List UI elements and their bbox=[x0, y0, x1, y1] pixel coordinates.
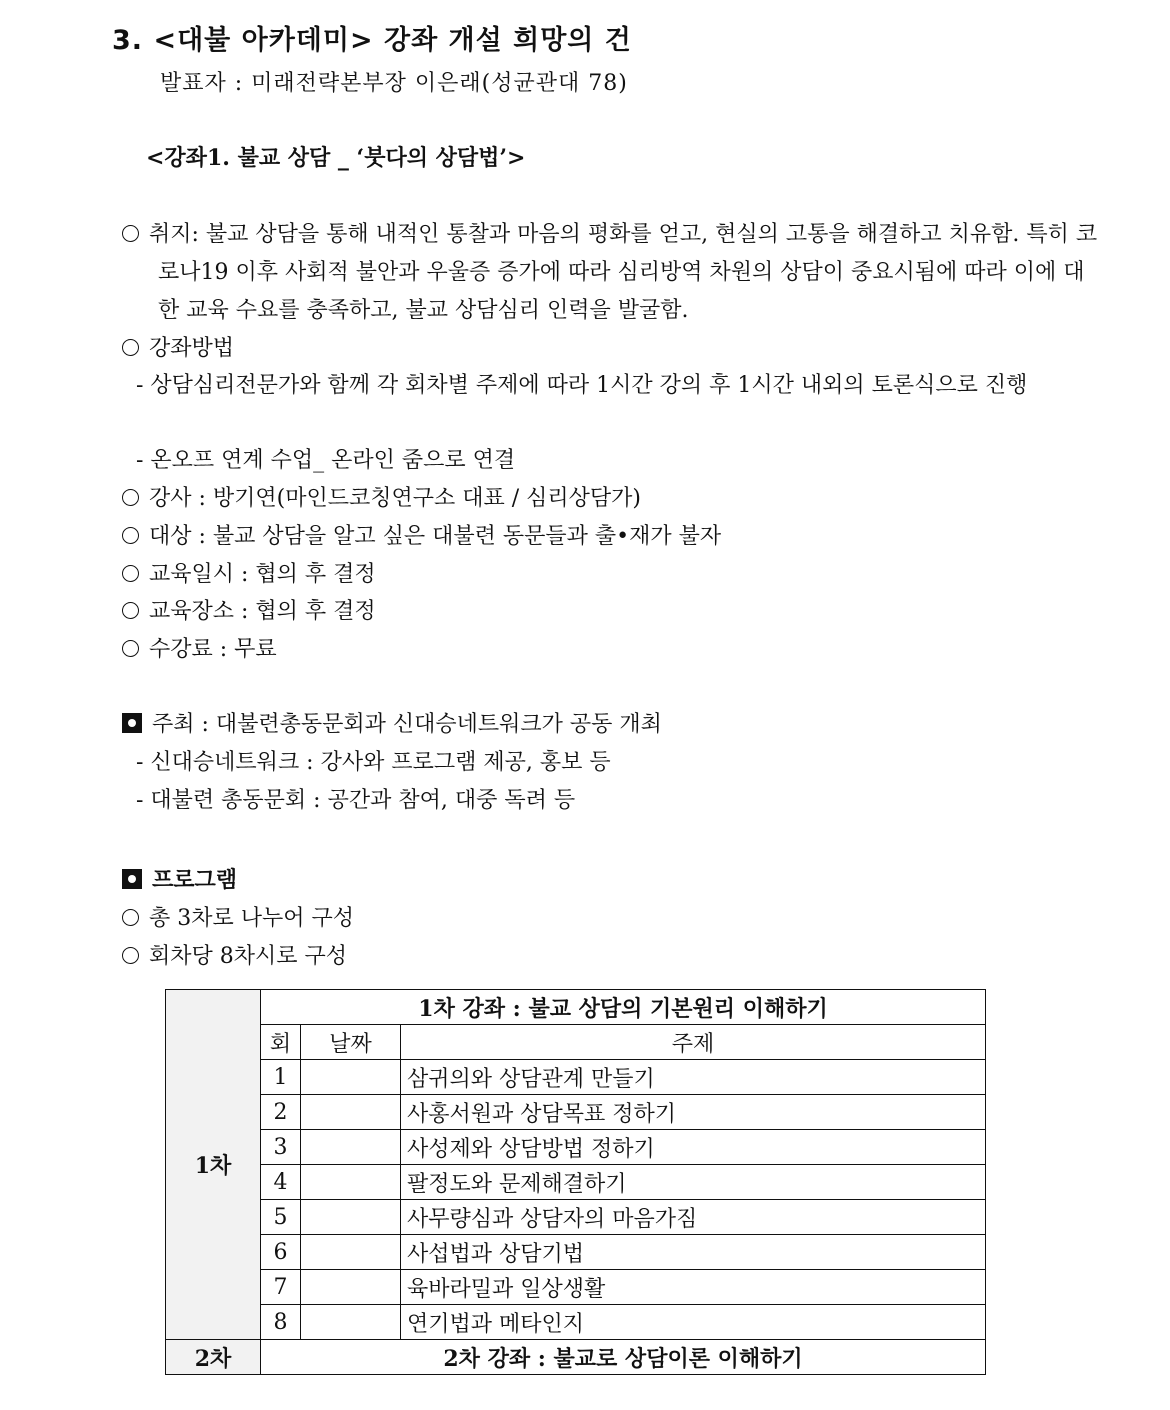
session-no: 4 bbox=[261, 1165, 301, 1200]
info-item-fee: 수강료 : 무료 bbox=[122, 631, 277, 668]
session-topic: 사섭법과 상담기법 bbox=[401, 1235, 986, 1270]
host-heading: 주최 : 대불련총동문회과 신대승네트워크가 공동 개최 bbox=[122, 706, 662, 743]
method-heading bbox=[122, 330, 234, 367]
session-no: 1 bbox=[261, 1060, 301, 1095]
course-title: <강좌1. 불교 상담 _ ‘붓다의 상담법’> bbox=[146, 145, 526, 171]
info-item-instructor: 강사 : 방기연(마인드코칭연구소 대표 / 심리상담가) bbox=[122, 480, 641, 517]
table-row bbox=[166, 1165, 986, 1200]
square-bullet-icon bbox=[122, 713, 142, 733]
session-date bbox=[301, 1095, 401, 1130]
program-heading: 프로그램 bbox=[122, 862, 237, 899]
circle-bullet-icon bbox=[122, 225, 139, 242]
circle-bullet-icon bbox=[122, 565, 139, 582]
phase-label: 1차 bbox=[166, 990, 261, 1340]
method-title: 강좌방법 bbox=[149, 336, 235, 361]
table-header-row bbox=[166, 1025, 986, 1060]
method-item: - 온오프 연계 수업_ 온라인 줌으로 연결 bbox=[136, 448, 516, 473]
session-date bbox=[301, 1130, 401, 1165]
host-item: - 대불련 총동문회 : 공간과 참여, 대중 독려 등 bbox=[136, 788, 576, 813]
phase-label: 2차 bbox=[166, 1340, 261, 1375]
session-topic: 사성제와 상담방법 정하기 bbox=[401, 1130, 986, 1165]
host-item: - 신대승네트워크 : 강사와 프로그램 제공, 홍보 등 bbox=[136, 750, 611, 775]
column-header-date: 날짜 bbox=[301, 1025, 401, 1060]
circle-bullet-icon bbox=[122, 527, 139, 544]
program-item: 회차당 8차시로 구성 bbox=[122, 938, 347, 975]
session-date bbox=[301, 1060, 401, 1095]
session-no: 8 bbox=[261, 1305, 301, 1340]
table-row bbox=[166, 1060, 986, 1095]
circle-bullet-icon bbox=[122, 602, 139, 619]
session-topic: 사무량심과 상담자의 마음가짐 bbox=[401, 1200, 986, 1235]
session-topic: 연기법과 메타인지 bbox=[401, 1305, 986, 1340]
table-row bbox=[166, 1305, 986, 1340]
column-header-no: 회 bbox=[261, 1025, 301, 1060]
table-row bbox=[166, 1095, 986, 1130]
info-item-location: 교육장소 : 협의 후 결정 bbox=[122, 593, 376, 630]
session-date bbox=[301, 1235, 401, 1270]
purpose-paragraph bbox=[122, 216, 1098, 330]
session-no: 5 bbox=[261, 1200, 301, 1235]
session-date bbox=[301, 1270, 401, 1305]
method-item: - 상담심리전문가와 함께 각 회차별 주제에 따라 1시간 강의 후 1시간 내외의 토론식으로 진행 bbox=[136, 373, 1028, 398]
session-no: 3 bbox=[261, 1130, 301, 1165]
program-table bbox=[165, 989, 986, 1375]
table-row bbox=[166, 1235, 986, 1270]
square-bullet-icon bbox=[122, 869, 142, 889]
presenter-line: 발표자 : 미래전략본부장 이은래(성균관대 78) bbox=[160, 71, 628, 96]
table-row bbox=[166, 1130, 986, 1165]
session-topic: 팔정도와 문제해결하기 bbox=[401, 1165, 986, 1200]
table-row bbox=[166, 1340, 986, 1375]
session-no: 7 bbox=[261, 1270, 301, 1305]
table-row bbox=[166, 1270, 986, 1305]
table-row bbox=[166, 1200, 986, 1235]
circle-bullet-icon bbox=[122, 489, 139, 506]
column-header-topic: 주제 bbox=[401, 1025, 986, 1060]
session-topic: 사홍서원과 상담목표 정하기 bbox=[401, 1095, 986, 1130]
circle-bullet-icon bbox=[122, 947, 139, 964]
circle-bullet-icon bbox=[122, 909, 139, 926]
session-date bbox=[301, 1305, 401, 1340]
phase-title: 2차 강좌 : 불교로 상담이론 이해하기 bbox=[261, 1340, 986, 1375]
section-title: 3. <대불 아카데미> 강좌 개설 희망의 건 bbox=[112, 25, 632, 56]
circle-bullet-icon bbox=[122, 339, 139, 356]
session-no: 2 bbox=[261, 1095, 301, 1130]
phase-title: 1차 강좌 : 불교 상담의 기본원리 이해하기 bbox=[261, 990, 986, 1025]
info-item-target: 대상 : 불교 상담을 알고 싶은 대불련 동문들과 출•재가 불자 bbox=[122, 518, 721, 555]
table-row bbox=[166, 990, 986, 1025]
session-no: 6 bbox=[261, 1235, 301, 1270]
session-topic: 육바라밀과 일상생활 bbox=[401, 1270, 986, 1305]
info-item-schedule: 교육일시 : 협의 후 결정 bbox=[122, 556, 376, 593]
session-date bbox=[301, 1165, 401, 1200]
circle-bullet-icon bbox=[122, 640, 139, 657]
purpose-text: 취지: 불교 상담을 통해 내적인 통찰과 마음의 평화를 얻고, 현실의 고통을 해결하고 치유함. 특히 코로나19 이후 사회적 불안과 우울증 증가에 따라 심리방역 차원의 상담이 중요시됨에 따라 이에 대한 교육 수요를 충족하고, 불교 상담심리 인력을 발굴함. bbox=[149, 222, 1098, 323]
session-date bbox=[301, 1200, 401, 1235]
program-item: 총 3차로 나누어 구성 bbox=[122, 900, 354, 937]
session-topic: 삼귀의와 상담관계 만들기 bbox=[401, 1060, 986, 1095]
